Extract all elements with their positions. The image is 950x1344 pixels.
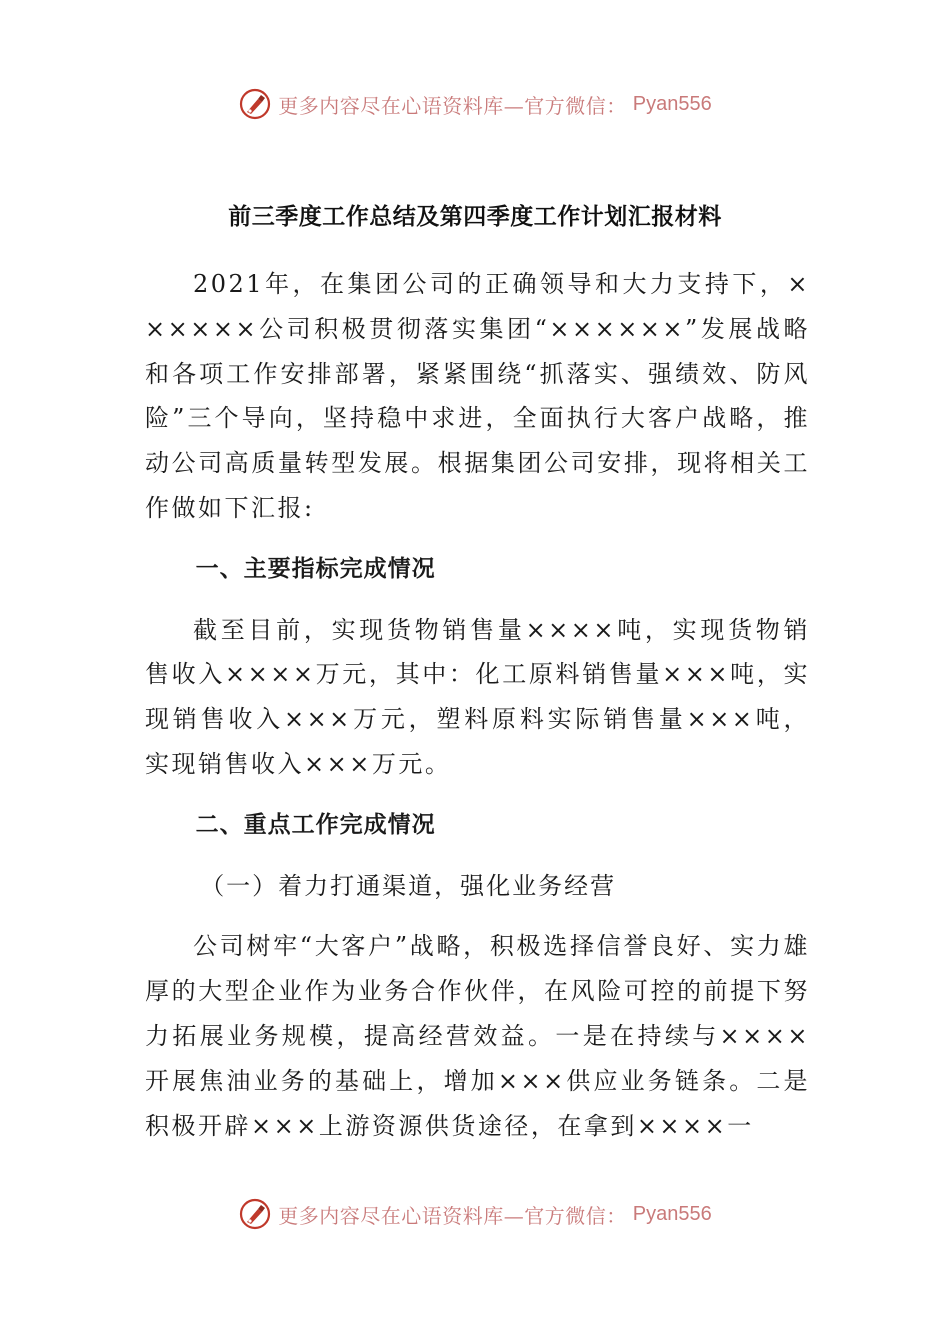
document-title: 前三季度工作总结及第四季度工作计划汇报材料 [228,204,722,230]
watermark-text: 更多内容尽在心语资料库—官方微信： [278,93,627,118]
section-2-heading: 二、重点工作完成情况 [195,811,436,838]
section-1-heading: 一、主要指标完成情况 [195,555,436,582]
section-2-paragraph: 公司树牢“大客户”战略，积极选择信誉良好、实力雄厚的大型企业作为业务合作伙伴，在风险可控的前提下努力拓展业务规模，提高经营效益。一是在持续与××××开展焦油业务的基础上，增加×××供应业务链条。二是积极开辟×××上游资源供货途径，在拿到××××一 [145,932,810,1140]
document-body [145,262,810,1164]
section-2-subheading: （一）着力打通渠道，强化业务经营 [200,871,617,900]
watermark-text: 更多内容尽在心语资料库—官方微信： [278,1203,627,1228]
watermark-header [0,84,950,124]
intro-paragraph: 2021年，在集团公司的正确领导和大力支持下，××××××公司积极贯彻落实集团“××××××”发展战略和各项工作安排部署，紧紧围绕“抓落实、强绩效、防风险”三个导向，坚持稳中求进，全面执行大客户战略，推动公司高质量转型发展。根据集团公司安排，现将相关工作做如下汇报: [145,270,810,522]
pen-nib-logo-icon [238,87,272,121]
pen-nib-logo-icon [238,1197,272,1231]
watermark-wechat-id: Pyan556 [632,1202,712,1225]
section-1-paragraph: 截至目前，实现货物销售量××××吨，实现货物销售收入××××万元，其中：化工原料销售量×××吨，实现销售收入×××万元，塑料原料实际销售量×××吨，实现销售收入×××万元。 [145,615,810,778]
watermark-wechat-id: Pyan556 [632,92,712,115]
watermark-footer [0,1194,950,1234]
